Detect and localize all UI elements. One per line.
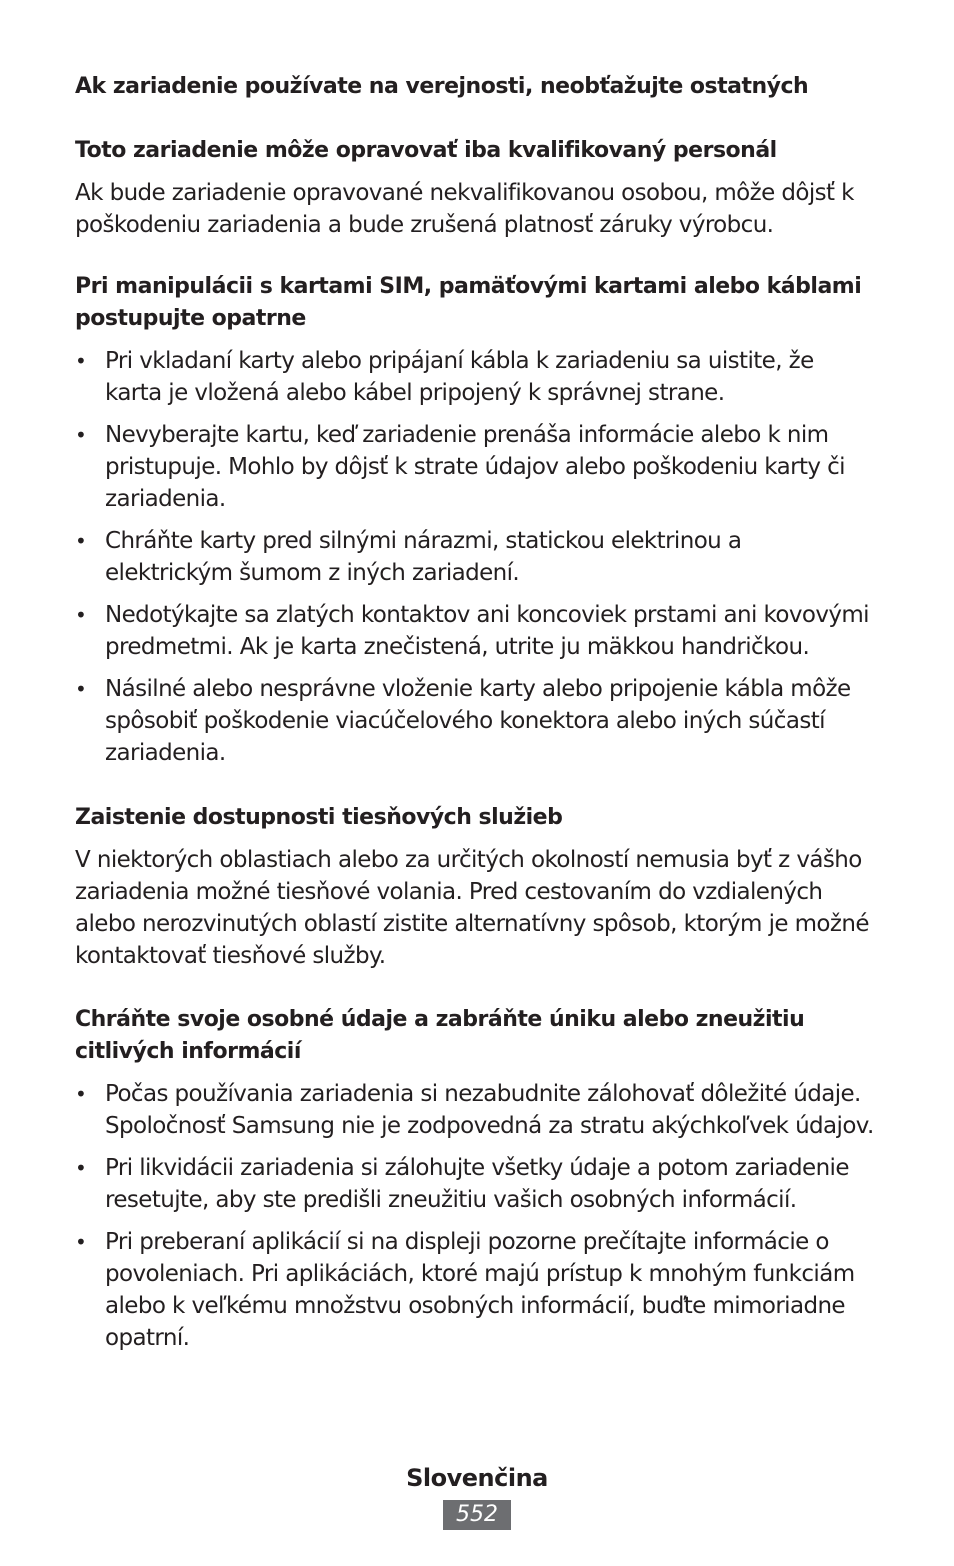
list-item xyxy=(75,525,875,589)
section-public-use xyxy=(75,71,895,103)
bullet-list xyxy=(75,345,875,769)
section-heading: Pri manipulácii s kartami SIM, pamäťovými kartami alebo káblami postupujte opatrne xyxy=(75,274,862,331)
section-paragraph: V niektorých oblastiach alebo za určitých okolností nemusia byť z vášho zariadenia možné tiesňové volania. Pred cestovaním do vzdialených alebo nerozvinutých oblastí zistite alternatívny spôsob, ktorým je možné kontaktovať tiesňové služby. xyxy=(75,847,869,969)
list-item xyxy=(75,419,875,515)
section-emergency-services xyxy=(75,802,875,972)
page-footer xyxy=(0,1462,954,1530)
section-qualified-repair xyxy=(75,135,865,241)
list-item-text: Počas používania zariadenia si nezabudnite zálohovať dôležité údaje. Spoločnosť Samsung nie je zodpovedná za stratu akýchkoľvek údajov. xyxy=(105,1081,874,1139)
bullet-icon: • xyxy=(75,529,87,553)
list-item xyxy=(75,1226,885,1354)
list-item-text: Chráňte karty pred silnými nárazmi, statickou elektrinou a elektrickým šumom z iných zariadení. xyxy=(105,528,742,586)
list-item xyxy=(75,345,875,409)
footer-language: Slovenčina xyxy=(406,1464,548,1492)
list-item xyxy=(75,673,875,769)
list-item-text: Pri likvidácii zariadenia si zálohujte všetky údaje a potom zariadenie resetujte, aby ste predišli zneužitiu vašich osobných informácií. xyxy=(105,1155,849,1213)
bullet-icon: • xyxy=(75,349,87,373)
bullet-icon: • xyxy=(75,603,87,627)
section-heading: Chráňte svoje osobné údaje a zabráňte úniku alebo zneužitiu citlivých informácií xyxy=(75,1007,805,1064)
section-paragraph: Ak bude zariadenie opravované nekvalifikovanou osobou, môže dôjsť k poškodeniu zariadenia a bude zrušená platnosť záruky výrobcu. xyxy=(75,180,854,238)
bullet-icon: • xyxy=(75,677,87,701)
section-card-handling xyxy=(75,271,875,769)
section-personal-data xyxy=(75,1004,885,1354)
list-item-text: Pri preberaní aplikácií si na displeji pozorne prečítajte informácie o povoleniach. Pri aplikáciách, ktoré majú prístup k mnohým funkciám alebo k veľkému množstvu osobných informácií, buďte mimoriadne opatrní. xyxy=(105,1229,855,1351)
list-item-text: Pri vkladaní karty alebo pripájaní kábla k zariadeniu sa uistite, že karta je vložená alebo kábel pripojený k správnej strane. xyxy=(105,348,814,406)
bullet-icon: • xyxy=(75,1082,87,1106)
list-item-text: Nevyberajte kartu, keď zariadenie prenáša informácie alebo k nim pristupuje. Mohlo by dôjsť k strate údajov alebo poškodeniu karty či zariadenia. xyxy=(105,422,845,512)
list-item-text: Nedotýkajte sa zlatých kontaktov ani koncoviek prstami ani kovovými predmetmi. Ak je karta znečistená, utrite ju mäkkou handričkou. xyxy=(105,602,869,660)
bullet-list xyxy=(75,1078,885,1354)
list-item xyxy=(75,1152,885,1216)
list-item-text: Násilné alebo nesprávne vloženie karty alebo pripojenie kábla môže spôsobiť poškodenie viacúčelového konektora alebo iných súčastí zariadenia. xyxy=(105,676,851,766)
bullet-icon: • xyxy=(75,1230,87,1254)
section-heading: Zaistenie dostupnosti tiesňových služieb xyxy=(75,805,563,830)
bullet-icon: • xyxy=(75,423,87,447)
page-number-badge: 552 xyxy=(443,1500,511,1530)
section-heading: Toto zariadenie môže opravovať iba kvalifikovaný personál xyxy=(75,138,777,163)
list-item xyxy=(75,1078,885,1142)
bullet-icon: • xyxy=(75,1156,87,1180)
section-heading: Ak zariadenie používate na verejnosti, neobťažujte ostatných xyxy=(75,74,809,99)
list-item xyxy=(75,599,875,663)
